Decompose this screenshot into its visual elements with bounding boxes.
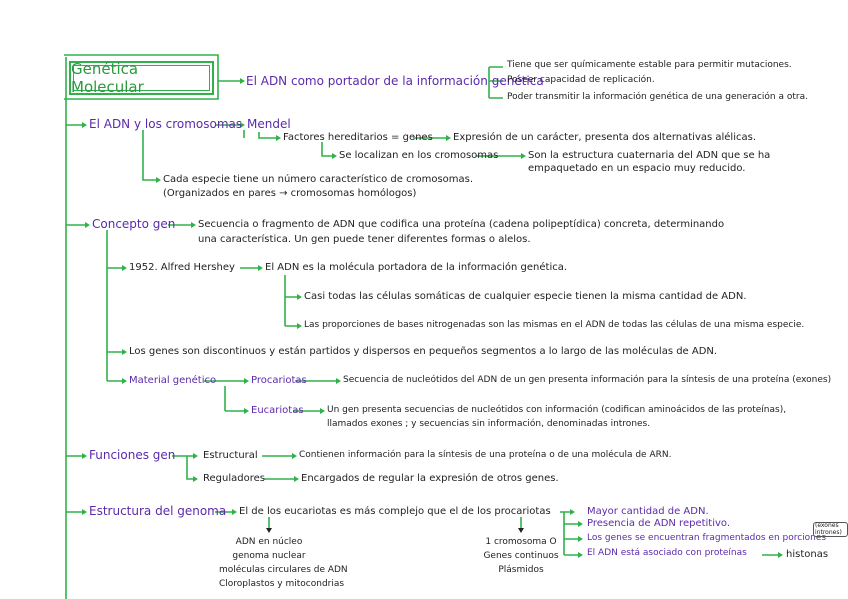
list-item: genoma nuclear <box>232 551 306 561</box>
node-especie: Cada especie tiene un número característico de cromosomas. <box>163 174 474 185</box>
root-property: Poseer capacidad de replicación. <box>507 75 655 85</box>
list-item: Plásmidos <box>498 565 544 575</box>
list-item: moléculas circulares de ADN <box>219 565 348 575</box>
list-eucariotas <box>219 535 348 591</box>
node-especie: (Organizados en pares → cromosomas homólogos) <box>163 188 417 199</box>
node-discontinuos: Los genes son discontinuos y están partidos y dispersos en pequeños segmentos a lo largo de las moléculas de ADN. <box>129 346 718 357</box>
node-hershey: 1952. Alfred Hershey <box>129 262 235 273</box>
node-reguladores: Reguladores <box>203 473 265 484</box>
node-eucariotas-def: llamados exones ; y secuencias sin información, denominadas intrones. <box>327 419 651 429</box>
node-estructural-def: Contienen información para la síntesis de una proteína o de una molécula de ARN. <box>299 450 672 460</box>
branch-estructura-genoma: Estructura del genoma <box>89 504 227 518</box>
branch-funciones-gen: Funciones gen <box>89 448 176 462</box>
node-localizan: Se localizan en los cromosomas <box>339 150 499 161</box>
node-eucariotas: Eucariotas <box>251 405 304 416</box>
node-factores: Factores hereditarios = genes <box>283 132 433 143</box>
list-item: Genes continuos <box>483 551 559 561</box>
node-hershey-2: Las proporciones de bases nitrogenadas son las mismas en el ADN de todas las células de una misma especie. <box>304 320 805 330</box>
node-estructura: empaquetado en un espacio muy reducido. <box>528 163 746 174</box>
root-property: Tiene que ser químicamente estable para permitir mutaciones. <box>507 60 792 70</box>
node-mendel: Mendel <box>247 117 291 131</box>
list-item: 1 cromosoma O <box>485 537 557 547</box>
genome-property: Presencia de ADN repetitivo. <box>587 518 731 529</box>
branch-concepto-gen: Concepto gen <box>92 217 176 231</box>
node-definicion-gen: una característica. Un gen puede tener diferentes formas o alelos. <box>198 234 531 245</box>
node-procariotas: Procariotas <box>251 375 307 386</box>
node-reguladores-def: Encargados de regular la expresión de otros genes. <box>301 473 559 484</box>
node-expresion: Expresión de un carácter, presenta dos alternativas alélicas. <box>453 132 757 143</box>
node-definicion-gen: Secuencia o fragmento de ADN que codifica una proteína (cadena polipeptídica) concreta, determinando <box>198 219 725 230</box>
list-procariotas <box>476 535 566 577</box>
root-property: Poder transmitir la información genética de una generación a otra. <box>507 92 808 102</box>
node-material-genetico: Material genético <box>129 375 217 386</box>
node-histonas: histonas <box>786 549 829 560</box>
root-node: El ADN como portador de la información genética <box>246 74 544 88</box>
map-title: Genética Molecular <box>69 61 214 95</box>
genome-property: El ADN está asociado con proteínas <box>587 548 747 558</box>
node-procariotas-def: Secuencia de nucleótidos del ADN de un gen presenta información para la síntesis de una proteína (exones) <box>343 375 832 385</box>
node-estructural: Estructural <box>203 450 258 461</box>
node-eucariotas-def: Un gen presenta secuencias de nucleótidos con información (codifican aminoácidos de las proteínas), <box>327 405 787 415</box>
node-comparacion: El de los eucariotas es más complejo que el de los procariotas <box>239 506 551 517</box>
list-item: ADN en núcleo <box>235 537 303 547</box>
node-hershey-1: Casi todas las células somáticas de cualquier especie tienen la misma cantidad de ADN. <box>304 291 747 302</box>
list-item: Cloroplastos y mitocondrias <box>219 579 345 589</box>
genome-property: Los genes se encuentran fragmentados en porciones <box>587 533 827 543</box>
node-estructura: Son la estructura cuaternaria del ADN que se ha <box>528 150 771 161</box>
branch-adn-cromosomas: El ADN y los cromosomas <box>89 117 243 131</box>
genome-property: Mayor cantidad de ADN. <box>587 506 709 517</box>
node-hershey-def: El ADN es la molécula portadora de la información genética. <box>265 262 568 273</box>
exones-note: (exones intrones) <box>813 522 848 537</box>
